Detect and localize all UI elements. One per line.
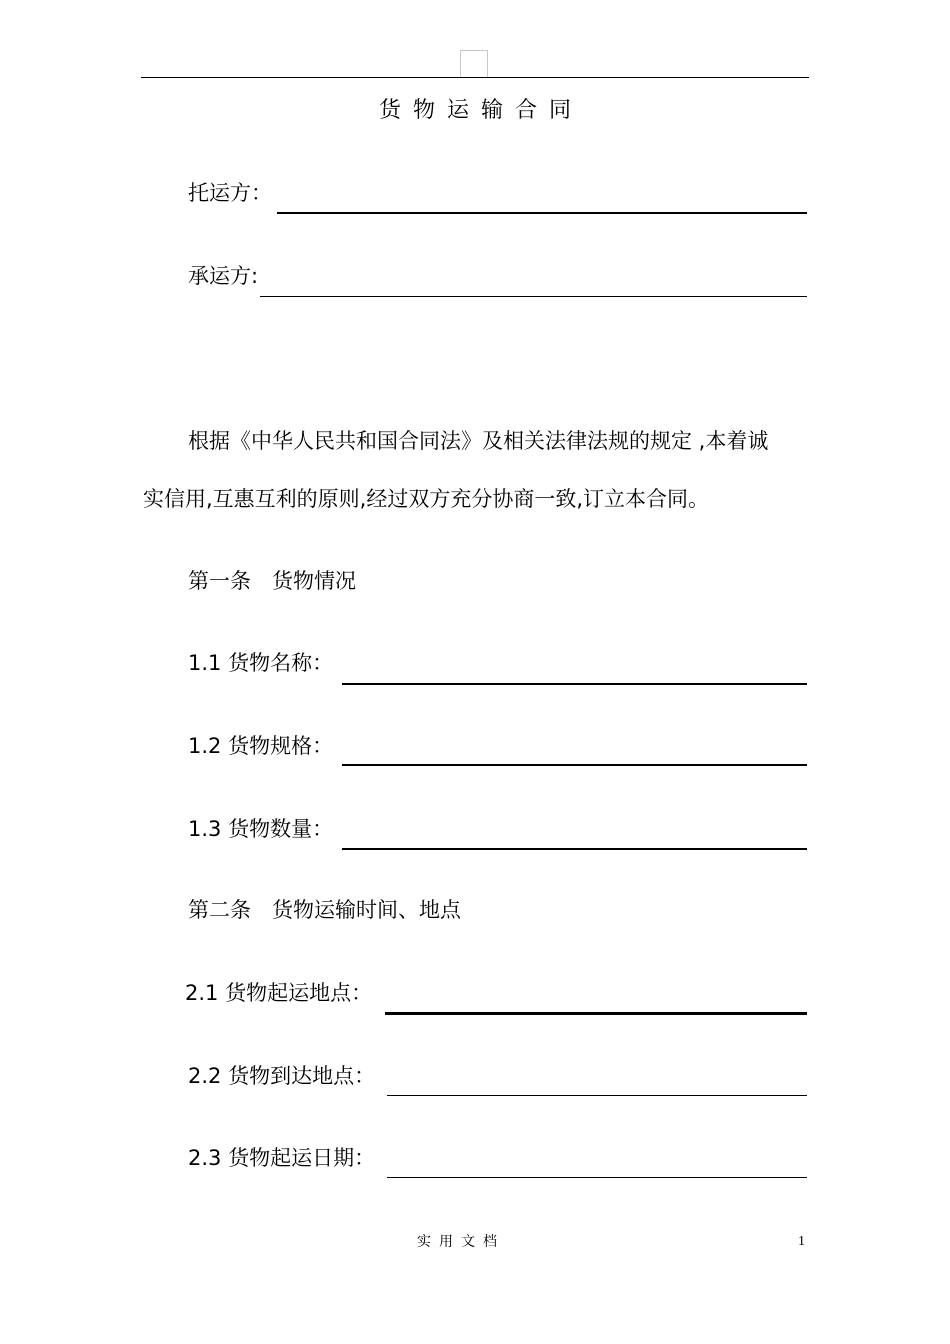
document-title: 货物运输合同 [378,98,583,123]
footer-text: 实用文档 [417,1234,505,1250]
preamble-line-1: 根据《中华人民共和国合同法》及相关法律法规的规定 ,本着诚 [188,429,769,453]
page-number: 1 [798,1234,805,1249]
carrier-blank-line[interactable] [260,296,807,297]
preamble-line-2: 实信用,互惠互利的原则,经过双方充分协商一致,订立本合同。 [143,487,710,511]
header-rule [141,77,809,78]
cargo-spec-label: 1.2 货物规格： [188,734,334,758]
consignor-label: 托运方： [188,181,272,205]
article-1-heading: 第一条 货物情况 [188,569,356,593]
cargo-quantity-label: 1.3 货物数量： [188,817,334,841]
departure-date-label: 2.3 货物起运日期： [188,1146,376,1170]
departure-place-label: 2.1 货物起运地点： [185,981,373,1005]
departure-date-blank-line[interactable] [387,1177,807,1178]
cargo-name-blank-line[interactable] [342,683,807,685]
arrival-place-blank-line[interactable] [387,1095,807,1096]
carrier-label: 承运方: [188,264,259,288]
cargo-name-label: 1.1 货物名称： [188,651,334,675]
article-2-heading: 第二条 货物运输时间、地点 [188,898,461,922]
arrival-place-label: 2.2 货物到达地点： [188,1064,376,1088]
cargo-spec-blank-line[interactable] [342,764,807,766]
consignor-blank-line[interactable] [277,212,807,214]
header-tab-box [460,50,488,77]
departure-place-blank-line[interactable] [385,1012,807,1015]
cargo-quantity-blank-line[interactable] [342,848,807,850]
